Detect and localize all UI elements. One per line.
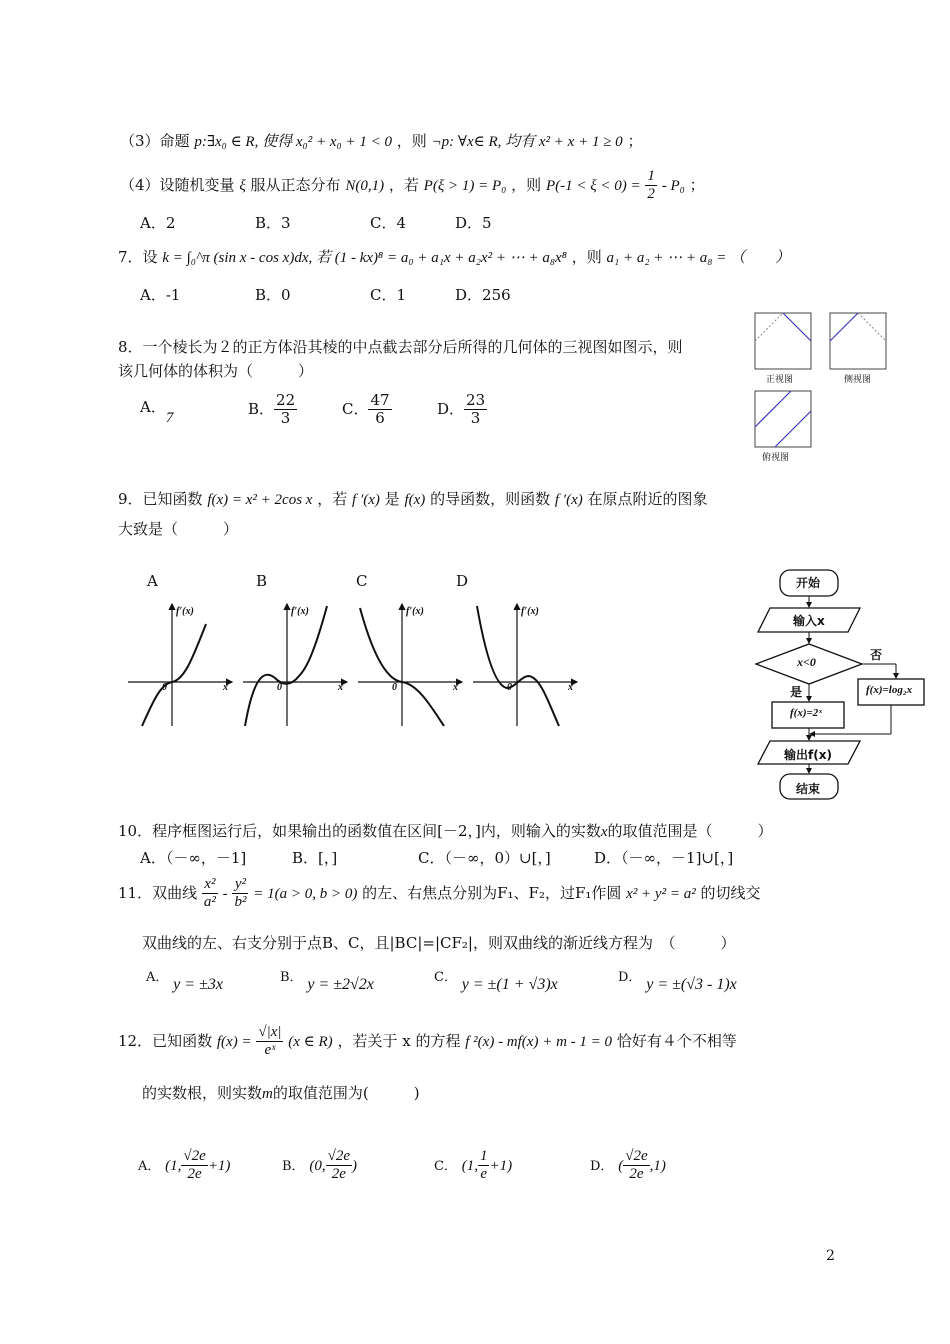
q11-option-b-label: B． — [280, 970, 303, 985]
flow-start: 开始 — [796, 576, 821, 590]
q10-stem — [118, 820, 773, 841]
graph-d-ylabel: f′(x) — [521, 606, 539, 617]
q6-item3 — [120, 130, 642, 151]
flow-no: 否 — [870, 648, 883, 662]
q8-option-c-label: C． — [342, 399, 369, 418]
frac-den: 2e — [331, 1166, 346, 1183]
q12-option-b-frac — [326, 1148, 352, 1184]
q6-item3-math-a: p:∃x₀ ∈ R, 使得 x₀² + x₀ + 1 < 0 — [194, 134, 392, 150]
graph-a-xlabel: x — [223, 682, 228, 693]
q9-graphs — [120, 600, 580, 730]
q6-item3-end: ； — [627, 132, 643, 150]
q11-tail: 的切线交 — [700, 883, 761, 902]
q7-option-a: A．-1 — [140, 286, 181, 304]
q10-stem-text: 10．程序框图运行后，如果输出的函数值在区间[－2，]内，则输入的实数 — [118, 822, 601, 840]
q6-item4-mid3: ，则 — [511, 175, 542, 194]
q8-option-a — [140, 396, 174, 426]
q11-circle: x² + y² = a² — [626, 885, 696, 902]
flow-input: 输入x — [793, 614, 825, 628]
graph-c-ylabel: f′(x) — [406, 606, 424, 617]
q7-sum: a₁ + a₂ + ⋯ + a₈ = （ ） — [606, 250, 791, 266]
q12-line2 — [142, 1082, 420, 1103]
q12-option-d — [590, 1148, 666, 1184]
q12-line2-a: 的实数根，则实数 — [142, 1084, 263, 1102]
q12-option-b — [282, 1148, 357, 1184]
frac-num: √2e — [326, 1148, 352, 1166]
q11-option-a-label: A． — [146, 970, 169, 985]
frac-num: 22 — [276, 391, 296, 409]
q6-item4-mid2: ，若 — [388, 175, 419, 194]
q6-item3-mid: ，则 — [396, 132, 427, 150]
q12-option-c — [434, 1148, 512, 1184]
q11-cond: = 1(a > 0, b > 0) — [253, 885, 358, 902]
frac-num: 47 — [370, 391, 390, 409]
graph-c-origin: 0 — [392, 682, 397, 693]
q6-item4 — [120, 168, 705, 204]
q8-option-d-label: D． — [437, 399, 465, 418]
q12-f-frac — [256, 1024, 283, 1060]
front-view — [755, 313, 811, 369]
q10-option-b: B．[，] — [292, 849, 338, 867]
q9-fprime: f ′(x) — [352, 492, 380, 508]
flow-branch-yes: f(x)=2ˣ — [790, 707, 822, 719]
three-view-figure — [752, 310, 892, 460]
q9-graph-label-c: C — [356, 572, 368, 590]
flow-cond: x<0 — [797, 655, 816, 669]
q11-option-a-value: y = ±3x — [173, 976, 223, 993]
q12-option-a-frac — [181, 1148, 207, 1184]
frac-den: 3 — [280, 409, 291, 428]
q12-option-b-label: B． — [282, 1158, 305, 1174]
q12-f-lhs: f(x) = — [216, 1033, 252, 1050]
frac-num: x² — [202, 876, 218, 894]
q6-item3-prefix: （3）命题 — [120, 132, 190, 150]
q12-line2-b: 的取值范围为( ) — [272, 1084, 420, 1102]
frac-num: 1 — [478, 1148, 490, 1166]
q7-stem — [118, 246, 790, 267]
q12-option-d-label: D． — [590, 1158, 614, 1174]
frac-num: y² — [232, 876, 248, 894]
q12-domain: (x ∈ R) — [288, 1033, 333, 1050]
q6-item4-prob2: P(-1 < ξ < 0) = — [545, 177, 641, 194]
q12-option-c-label: C． — [434, 1158, 457, 1174]
q11-line2: 双曲线的左、右支分别于点B、C，且|BC|=|CF₂|，则双曲线的渐近线方程为 （ ） — [142, 934, 736, 952]
q12-mid: ，若关于 x 的方程 — [337, 1031, 461, 1050]
q12-option-a-post: +1) — [207, 1157, 231, 1174]
front-view-caption: 正视图 — [766, 375, 794, 385]
q8-option-d-frac — [464, 392, 487, 428]
q12-eq: f ²(x) - mf(x) + m - 1 = 0 — [465, 1033, 613, 1050]
frac-num: 23 — [466, 391, 486, 409]
q12-option-a-label: A． — [138, 1158, 161, 1174]
side-view — [830, 313, 886, 369]
q8-option-c-frac — [368, 392, 391, 428]
q10-stem-var: x — [600, 824, 608, 840]
graph-d-origin: 0 — [507, 682, 512, 693]
flow-output: 输出f(x) — [784, 748, 832, 762]
q8-option-a-label: A． — [140, 398, 166, 416]
q11-option-a — [146, 966, 223, 993]
graph-d — [473, 604, 577, 726]
q8-option-c — [342, 392, 392, 428]
q11-option-b — [280, 966, 374, 993]
q12-line2-var: m — [262, 1086, 273, 1102]
q11-option-d — [618, 966, 737, 993]
q8-option-b — [248, 392, 297, 428]
graph-c — [358, 604, 462, 726]
graph-b-xlabel: x — [338, 682, 343, 693]
q8-option-b-frac — [274, 392, 297, 428]
graph-b-origin: 0 — [277, 682, 282, 693]
graph-d-xlabel: x — [568, 682, 573, 693]
q6-item4-normal: N(0,1) — [345, 177, 385, 194]
q9-line1 — [118, 488, 708, 509]
q8-option-b-label: B． — [248, 399, 275, 418]
q7-stem-math: k = ∫₀^π (sin x - cos x)dx, 若 (1 - kx)⁸ = a₀ + a₁x + a₂x² + ⋯ + a₈x⁸ — [162, 250, 567, 266]
q9-mid3: 的导函数，则函数 — [430, 490, 551, 508]
graph-a-origin: 0 — [162, 682, 167, 693]
q9-graph-label-a: A — [147, 572, 158, 590]
graph-a-ylabel: f′(x) — [176, 606, 194, 617]
top-view — [755, 391, 811, 447]
q6-option-a: A．2 — [140, 214, 176, 232]
q9-prefix: 9．已知函数 — [118, 490, 203, 508]
q12-prefix: 12．已知函数 — [118, 1031, 213, 1050]
graph-a — [128, 604, 232, 726]
q12-option-a-pre: (1, — [165, 1157, 182, 1174]
frac-den: 3 — [470, 409, 481, 428]
frac-den: 2e — [629, 1166, 644, 1183]
q7-number: 7．设 — [118, 248, 158, 266]
q7-stem-tail: ，则 — [571, 248, 602, 266]
graph-c-xlabel: x — [453, 682, 458, 693]
q11-option-d-label: D． — [618, 970, 642, 985]
q6-item4-prefix: （4）设随机变量 — [120, 175, 235, 194]
q9-f-def: f(x) = x² + 2cos x — [207, 492, 313, 508]
page-number: 2 — [826, 1248, 835, 1264]
frac-num: √|x| — [256, 1024, 283, 1042]
q6-item4-xi: ξ — [239, 177, 246, 194]
flow-end: 结束 — [796, 782, 821, 796]
q8-option-d — [437, 392, 487, 428]
q9-line2: 大致是（ ） — [118, 520, 239, 538]
flow-yes: 是 — [790, 685, 803, 699]
q11-minus: - — [222, 885, 228, 902]
frac-den: 2 — [647, 186, 655, 203]
q11-prefix: 11．双曲线 — [118, 883, 198, 902]
q11-option-c-label: C． — [434, 970, 457, 985]
frac-num: 1 — [645, 168, 657, 186]
q6-item4-p0: - P₀ — [661, 177, 685, 194]
q9-mid2: 是 — [384, 490, 400, 508]
q10-stem-tail: 的取值范围是（ ） — [607, 822, 773, 840]
q8-line1: 8．一个棱长为２的正方体沿其棱的中点截去部分后所得的几何体的三视图如图示，则 — [118, 338, 683, 356]
frac-den: a² — [203, 894, 216, 911]
q6-option-b: B．3 — [255, 214, 291, 232]
q12-line1 — [118, 1024, 737, 1060]
frac-den: b² — [234, 894, 247, 911]
q11-line1 — [118, 876, 761, 912]
q12-option-c-pre: (1, — [461, 1157, 478, 1174]
frac-den: e — [480, 1166, 488, 1183]
q9-fprime2: f ′(x) — [554, 492, 583, 508]
q11-option-d-value: y = ±(√3 - 1)x — [646, 976, 737, 993]
top-view-caption: 俯视图 — [762, 453, 790, 463]
q6-item4-prob: P(ξ > 1) = P₀ — [423, 177, 507, 194]
frac-num: √2e — [623, 1148, 649, 1166]
q11-mid: 的左、右焦点分别为F₁、F₂，过F₁作圆 — [362, 883, 622, 902]
q9-f: f(x) — [404, 492, 426, 508]
q8-option-a-value: 7 — [165, 410, 174, 426]
q6-item3-math-b: ¬p: ∀x∈ R, 均有 x² + x + 1 ≥ 0 — [431, 134, 623, 150]
q7-option-c: C．1 — [370, 286, 407, 304]
q9-mid1: ，若 — [317, 490, 348, 508]
frac-den: 2e — [187, 1166, 202, 1183]
q11-option-c — [434, 966, 558, 993]
frac-den: 6 — [375, 409, 385, 428]
q9-graph-label-d: D — [456, 572, 469, 590]
q12-option-c-post: +1) — [489, 1157, 513, 1174]
q10-option-c: C．（－∞，0）∪[，] — [418, 849, 551, 867]
graph-b — [243, 604, 347, 726]
q11-frac2 — [232, 876, 248, 912]
frac-den: eˣ — [264, 1042, 276, 1059]
q12-tail: 恰好有４个不相等 — [616, 1031, 737, 1050]
frac-num: √2e — [181, 1148, 207, 1166]
q6-option-c: C．4 — [370, 214, 407, 232]
graph-b-ylabel: f′(x) — [291, 606, 309, 617]
q12-option-b-post: ) — [351, 1157, 357, 1174]
q12-option-d-pre: ( — [618, 1157, 624, 1174]
q12-option-a — [138, 1148, 230, 1184]
q6-item4-mid1: 服从正态分布 — [250, 175, 341, 194]
q8-line2: 该几何体的体积为（ ） — [118, 362, 314, 380]
q12-option-d-post: ,1) — [649, 1157, 666, 1174]
q9-mid4: 在原点附近的图象 — [587, 490, 708, 508]
q11-option-c-value: y = ±(1 + √3)x — [461, 976, 558, 993]
q12-option-b-pre: (0, — [309, 1157, 326, 1174]
q10-option-d: D．（－∞，－1]∪[，] — [594, 849, 734, 867]
q6-item4-half — [645, 168, 657, 204]
q11-option-b-value: y = ±2√2x — [307, 976, 374, 993]
flow-branch-no: f(x)=log₂x — [866, 684, 913, 696]
q7-option-b: B．0 — [255, 286, 291, 304]
q10-option-a: A．（－∞，－1] — [140, 849, 247, 867]
q12-option-c-frac — [478, 1148, 490, 1184]
side-view-caption: 侧视图 — [844, 375, 872, 385]
q11-frac1 — [202, 876, 218, 912]
q12-option-d-frac — [623, 1148, 649, 1184]
q9-graph-label-b: B — [256, 572, 268, 590]
q7-option-d: D．256 — [455, 286, 511, 304]
q6-item4-end: ； — [689, 175, 705, 194]
q6-option-d: D．5 — [455, 214, 492, 232]
